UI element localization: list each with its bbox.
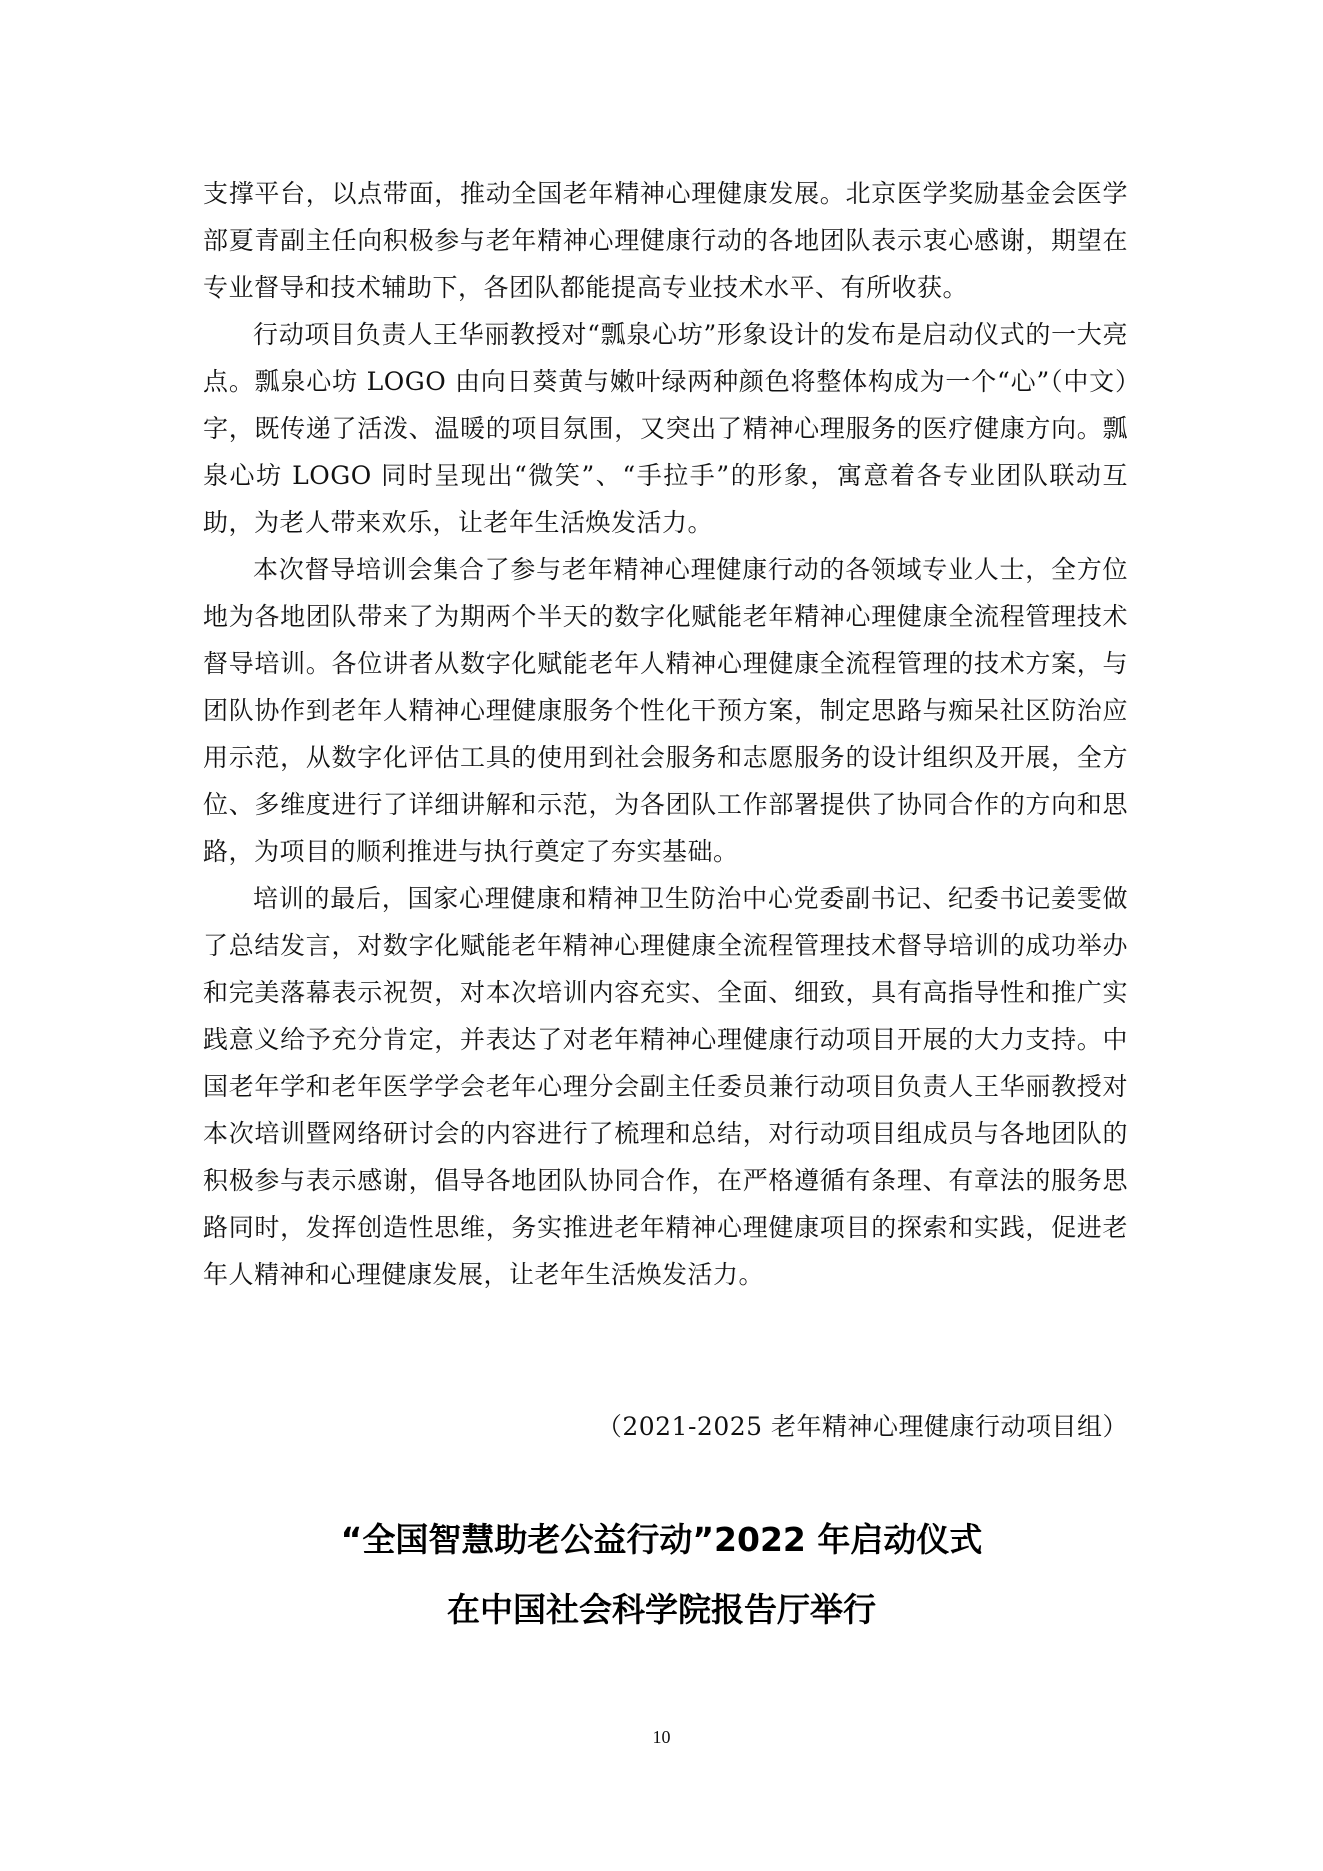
article-body (203, 170, 1128, 1298)
article-source: （2021-2025 老年精神心理健康行动项目组） (596, 1412, 1128, 1441)
headline-line-2: 在中国社会科学院报告厅举行 (447, 1590, 876, 1629)
page-number: 10 (652, 1727, 671, 1747)
paragraph-3: 本次督导培训会集合了参与老年精神心理健康行动的各领域专业人士，全方位地为各地团队带来了为期两个半天的数字化赋能老年精神心理健康全流程管理技术督导培训。各位讲者从数字化赋能老年人精神心理健康全流程管理的技术方案，与团队协作到老年人精神心理健康服务个性化干预方案，制定思路与痴呆社区防治应用示范，从数字化评估工具的使用到社会服务和志愿服务的设计组织及开展，全方位、多维度进行了详细讲解和示范，为各团队工作部署提供了协同合作的方向和思路，为项目的顺利推进与执行奠定了夯实基础。 (203, 555, 1128, 866)
article-headline (0, 1505, 1323, 1645)
paragraph-2: 行动项目负责人王华丽教授对“瓢泉心坊”形象设计的发布是启动仪式的一大亮点。瓢泉心坊 LOGO 由向日葵黄与嫩叶绿两种颜色将整体构成为一个“心”（中文）字，既传递了活泼、温暖的项目氛围，又突出了精神心理服务的医疗健康方向。瓢泉心坊 LOGO 同时呈现出“微笑”、“手拉手”的形象，寓意着各专业团队联动互助，为老人带来欢乐，让老年生活焕发活力。 (203, 320, 1128, 537)
paragraph-4: 培训的最后，国家心理健康和精神卫生防治中心党委副书记、纪委书记姜雯做了总结发言，对数字化赋能老年精神心理健康全流程管理技术督导培训的成功举办和完美落幕表示祝贺，对本次培训内容充实、全面、细致，具有高指导性和推广实践意义给予充分肯定，并表达了对老年精神心理健康行动项目开展的大力支持。中国老年学和老年医学学会老年心理分会副主任委员兼行动项目负责人王华丽教授对本次培训暨网络研讨会的内容进行了梳理和总结，对行动项目组成员与各地团队的积极参与表示感谢，倡导各地团队协同合作，在严格遵循有条理、有章法的服务思路同时，发挥创造性思维，务实推进老年精神心理健康项目的探索和实践，促进老年人精神和心理健康发展，让老年生活焕发活力。 (203, 884, 1128, 1289)
headline-line-1: “全国智慧助老公益行动”2022 年启动仪式 (340, 1520, 983, 1559)
paragraph-1: 支撑平台，以点带面，推动全国老年精神心理健康发展。北京医学奖励基金会医学部夏青副主任向积极参与老年精神心理健康行动的各地团队表示衷心感谢，期望在专业督导和技术辅助下，各团队都能提高专业技术水平、有所收获。 (203, 179, 1128, 302)
